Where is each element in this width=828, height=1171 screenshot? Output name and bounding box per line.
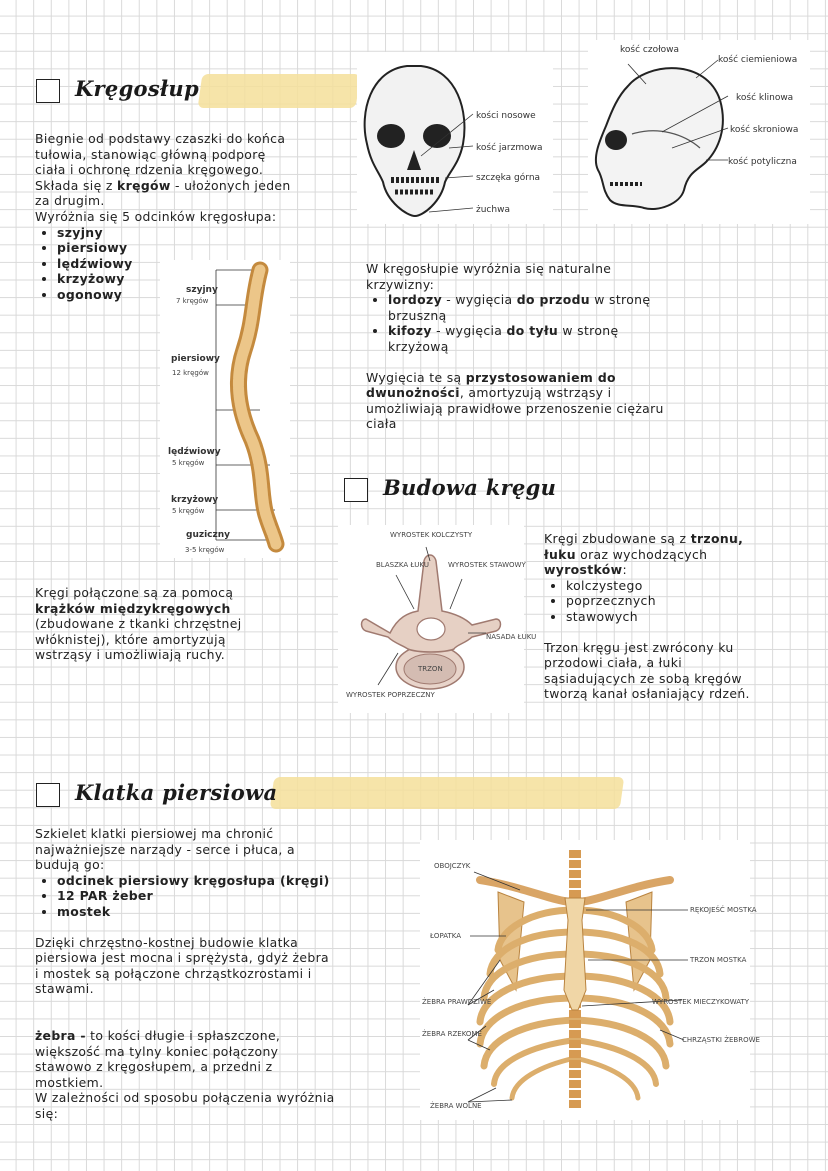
thorax-parts-list [35,873,335,920]
spine-count-krzyzowy: 5 kręgów [172,507,205,515]
list-item: • lędźwiowy [57,256,300,272]
curves-list [366,292,671,354]
spine-bones [238,270,276,544]
skull-label-jarzmowa: kość jarzmowa [476,143,543,153]
list-item: • 12 PAR żeber [57,888,335,904]
ribcage-diagram [420,840,760,1120]
spine-count-guziczny: 3-5 kręgów [185,546,225,554]
intro-vertebrae: Składa się z kręgów - ułożonych jeden za drugim. [35,177,291,209]
list-item: • piersiowy [57,240,300,256]
vertebra-text [544,531,774,702]
list-item: • lordozy - wygięcia do przodu w stronę brzuszną [388,292,671,323]
skull-label-nosowe: kości nosowe [476,111,536,121]
vertebra-label-kolczysty: WYROSTEK KOLCZYSTY [390,531,473,539]
spine-label-ledzwiowy: lędźwiowy [168,447,221,457]
skull-label-potyliczna: kość potyliczna [728,157,797,167]
list-item: • szyjny [57,225,300,241]
spine-label-krzyzowy: krzyżowy [171,495,219,505]
thorax-label-obojczyk: OBOJCZYK [434,862,471,870]
spine-label-szyjny: szyjny [186,285,218,295]
processes-list [544,578,774,625]
spine-label-piersiowy: piersiowy [171,354,220,364]
intro-segments-heading: Wyróżnia się 5 odcinków kręgosłupa: [35,208,277,224]
ribs-paragraph: żebra - to kości długie i spłaszczone, większość ma tylny koniec połączony stawowo z kręgosłupem, a przedni z mostkiem. [35,1027,281,1090]
vertebra-label-trzon: TRZON [418,665,443,673]
vertebra-label-blaszka: BLASZKA ŁUKU [376,561,429,569]
discs-paragraph: Kręgi połączone są za pomocą krążków międzykręgowych (zbudowane z tkanki chrzęstnej włóknistej), które amortyzują wstrząsy i umożliwiają ruchy. [35,585,242,663]
skull-label-klinowa: kość klinowa [736,93,794,103]
thorax-label-mieczykowaty: WYROSTEK MIECZYKOWATY [652,998,750,1006]
list-item: • ogonowy [57,287,300,303]
section-title-budowa-kregu: Budowa kręgu [383,475,557,500]
section-title-klatka: Klatka piersiowa [75,780,278,805]
intro-paragraph: Biegnie od podstawy czaszki do końca tułowia, stanowiąc główną podporę ciała i ochronę rdzenia kręgowego. [35,131,286,178]
thorax-text [35,826,335,1122]
skull-front-diagram [357,52,553,224]
skull-label-czolowa: kość czołowa [620,45,680,55]
vertebra-diagram [338,525,537,713]
thorax-label-prawdziwe: ŻEBRA PRAWDZIWE [422,998,492,1006]
thorax-label-lopatka: ŁOPATKA [430,932,461,940]
thorax-label-chrzastki: CHRZĄSTKI ŻEBROWE [682,1036,760,1044]
list-item: • kifozy - wygięcia do tyłu w stronę krzyżową [388,323,671,354]
section-checkbox[interactable] [36,783,60,807]
title-highlight [198,74,361,108]
skull-label-zuchwa: żuchwa [476,205,510,215]
list-item: • krzyżowy [57,271,300,287]
section-checkbox[interactable] [36,79,60,103]
skull-label-ciemieniowa: kość ciemieniowa [718,55,798,65]
list-item: • odcinek piersiowy kręgosłupa (kręgi) [57,873,335,889]
curves-paragraph [366,261,671,432]
spine-label-guziczny: guziczny [186,530,231,540]
spine-diagram [160,260,290,558]
section-title-kregoslup: Kręgosłup [75,76,199,101]
vertebra-label-stawowy: WYROSTEK STAWOWY [448,561,526,569]
vertebra-label-nasada: NASADA ŁUKU [486,633,537,641]
spine-count-ledzwiowy: 5 kręgów [172,459,205,467]
thorax-label-wolne: ŻEBRA WOLNE [430,1102,482,1110]
list-item: • kolczystego [566,578,774,594]
title-highlight [270,777,624,809]
vertebra-label-poprzeczny: WYROSTEK POPRZECZNY [346,691,435,699]
vertebra-canal: Trzon kręgu jest zwrócony ku przodowi ciała, a łuki sąsiadujących ze sobą kręgów tworzą kanał osłaniający rdzeń. [544,639,750,702]
thorax-intro: Szkielet klatki piersiowej ma chronić najważniejsze narządy - serce i płuca, a budują go: [35,826,295,873]
list-item: • stawowych [566,609,774,625]
list-item: • poprzecznych [566,593,774,609]
spine-count-szyjny: 7 kręgów [176,297,209,305]
list-item: • mostek [57,904,335,920]
skull-label-szczeka: szczęka górna [476,173,541,183]
section-checkbox[interactable] [344,478,368,502]
vertebra-structure: Kręgi zbudowane są z trzonu, łuku oraz wychodzących wyrostków: [544,531,744,578]
curves-intro: W kręgosłupie wyróżnia się naturalne krzywizny: [366,261,612,292]
thorax-label-rzekome: ŻEBRA RZEKOME [422,1030,482,1038]
spine-count-piersiowy: 12 kręgów [172,369,209,377]
skull-label-skroniowa: kość skroniowa [730,125,799,135]
curves-summary: Wygięcia te są przystosowaniem do dwunożności, amortyzują wstrząsy i umożliwiają prawidłowe przenoszenie ciężaru ciała [366,369,664,432]
thorax-label-trzon: TRZON MOSTKA [690,956,747,964]
skull-side-diagram [588,40,810,224]
thorax-structure: Dzięki chrzęstno-kostnej budowie klatka piersiowa jest mocna i sprężysta, gdyż żebra i mostek są połączone chrząstkozrostami i stawami. [35,934,329,997]
thorax-label-rekojesc: RĘKOJEŚĆ MOSTKA [690,906,757,914]
ribs-types-intro: W zależności od sposobu połączenia wyróżnia się: [35,1090,335,1121]
